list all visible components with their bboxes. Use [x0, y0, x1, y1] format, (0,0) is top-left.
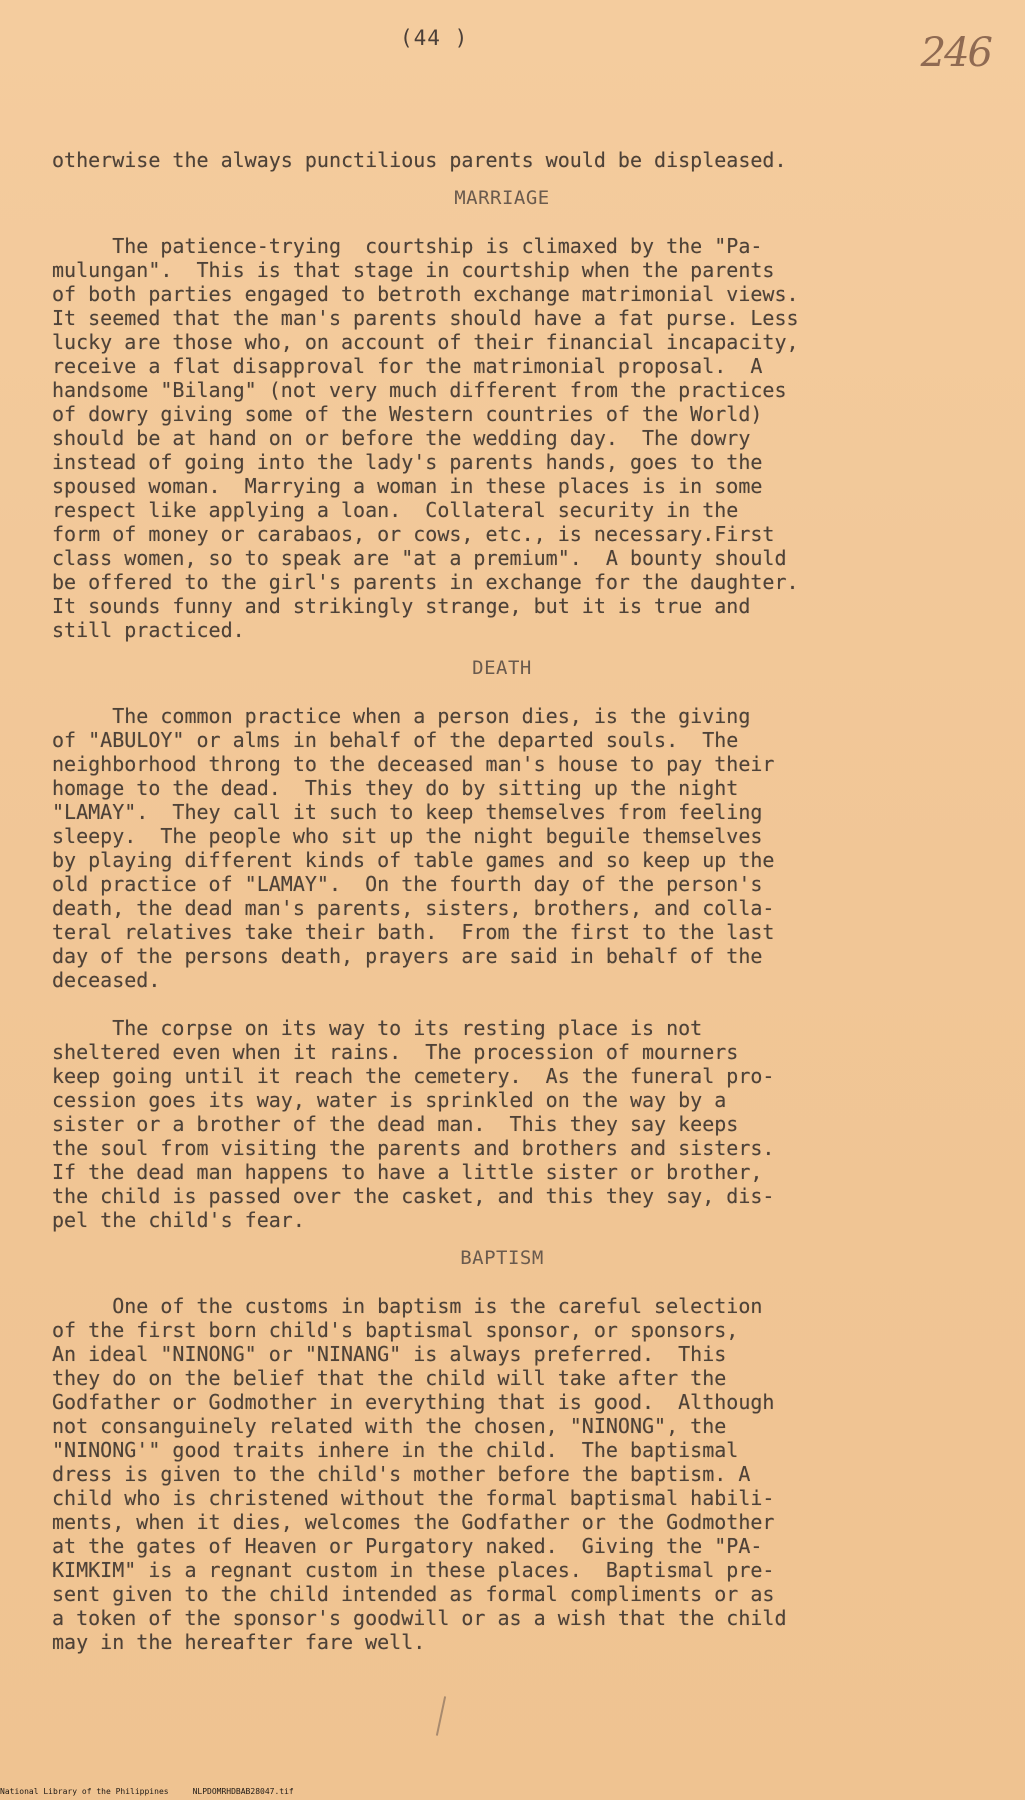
text-line: The patience-trying courtship is climaxed by the "Pa- [52, 234, 763, 258]
section-marriage [52, 186, 952, 642]
text-line: old practice of "LAMAY". On the fourth day of the person's [52, 872, 763, 896]
text-line: An ideal "NINONG" or "NINANG" is always preferred. This [52, 1342, 727, 1366]
text-line: lucky are those who, on account of their financial incapacity, [52, 330, 799, 354]
text-line: cession goes its way, water is sprinkled on the way by a [52, 1088, 727, 1112]
text-line: homage to the dead. This they do by sitting up the night [52, 776, 739, 800]
text-line: instead of going into the lady's parents hands, goes to the [52, 450, 763, 474]
text-line: Godfather or Godmother in everything that is good. Although [52, 1390, 775, 1414]
text-line: teral relatives take their bath. From the first to the last [52, 920, 775, 944]
paragraph [52, 234, 952, 642]
section-death [52, 656, 952, 1232]
text-line: at the gates of Heaven or Purgatory naked. Giving the "PA- [52, 1534, 763, 1558]
text-line: of dowry giving some of the Western countries of the World) [52, 402, 763, 426]
opening-line: otherwise the always punctilious parents would be displeased. [52, 148, 787, 172]
text-line: not consanguinely related with the chosen, "NINONG", the [52, 1414, 727, 1438]
text-line: sheltered even when it rains. The procession of mourners [52, 1040, 739, 1064]
section-heading: BAPTISM [460, 1247, 544, 1269]
section-heading: DEATH [472, 657, 532, 679]
text-line: handsome "Bilang" (not very much different from the practices [52, 378, 787, 402]
text-line: still practiced. [52, 618, 245, 642]
text-line: dress is given to the child's mother before the baptism. A [52, 1462, 751, 1486]
document-body [52, 148, 952, 1654]
text-line: pel the child's fear. [52, 1208, 305, 1232]
text-line: "NINONG'" good traits inhere in the child. The baptismal [52, 1438, 739, 1462]
text-line: the child is passed over the casket, and this they say, dis- [52, 1184, 775, 1208]
text-line: "LAMAY". They call it such to keep themselves from feeling [52, 800, 763, 824]
text-line: If the dead man happens to have a little sister or brother, [52, 1160, 763, 1184]
text-line: should be at hand on or before the wedding day. The dowry [52, 426, 751, 450]
text-line: of "ABULOY" or alms in behalf of the departed souls. The [52, 728, 739, 752]
text-line: the soul from visiting the parents and brothers and sisters. [52, 1136, 775, 1160]
text-line: It sounds funny and strikingly strange, but it is true and [52, 594, 751, 618]
text-line: keep going until it reach the cemetery. As the funeral pro- [52, 1064, 775, 1088]
text-line: respect like applying a loan. Collateral security in the [52, 498, 739, 522]
section-baptism [52, 1246, 952, 1654]
text-line: One of the customs in baptism is the careful selection [52, 1294, 763, 1318]
scan-footer [0, 1787, 318, 1796]
paragraph [52, 704, 952, 992]
text-line: spoused woman. Marrying a woman in these places is in some [52, 474, 763, 498]
text-line: ments, when it dies, welcomes the Godfather or the Godmother [52, 1510, 775, 1534]
text-line: by playing different kinds of table games and so keep up the [52, 848, 775, 872]
text-line: neighborhood throng to the deceased man's house to pay their [52, 752, 775, 776]
section-heading: MARRIAGE [454, 187, 550, 209]
page-number [400, 26, 468, 50]
text-line: class women, so to speak are "at a premium". A bounty should [52, 546, 787, 570]
text-line: a token of the sponsor's goodwill or as a wish that the child [52, 1606, 787, 1630]
text-line: deceased. [52, 968, 161, 992]
footer-institution: National Library of the Philippines [0, 1787, 169, 1796]
pen-mark [436, 1696, 446, 1736]
text-line: of both parties engaged to betroth exchange matrimonial views. [52, 282, 799, 306]
text-line: of the first born child's baptismal sponsor, or sponsors, [52, 1318, 739, 1342]
text-line: KIMKIM" is a regnant custom in these places. Baptismal pre- [52, 1558, 775, 1582]
text-line: may in the hereafter fare well. [52, 1630, 426, 1654]
paragraph [52, 1016, 952, 1232]
text-line: It seemed that the man's parents should have a fat purse. Less [52, 306, 799, 330]
text-line: child who is christened without the formal baptismal habili- [52, 1486, 775, 1510]
text-line: sent given to the child intended as formal compliments or as [52, 1582, 775, 1606]
text-line: sister or a brother of the dead man. This they say keeps [52, 1112, 739, 1136]
text-line: receive a flat disapproval for the matrimonial proposal. A [52, 354, 763, 378]
page-number-text: (44 ) [400, 26, 469, 50]
text-line: be offered to the girl's parents in exchange for the daughter. [52, 570, 799, 594]
footer-file-id: NLPDOMRHDBAB28047.tif [192, 1787, 294, 1796]
text-line: The corpse on its way to its resting place is not [52, 1016, 703, 1040]
text-line: sleepy. The people who sit up the night beguile themselves [52, 824, 763, 848]
text-line: mulungan". This is that stage in courtship when the parents [52, 258, 775, 282]
text-line: day of the persons death, prayers are said in behalf of the [52, 944, 763, 968]
text-line: The common practice when a person dies, is the giving [52, 704, 751, 728]
text-line: form of money or carabaos, or cows, etc., is necessary.First [52, 522, 775, 546]
paragraph-spacer [52, 992, 952, 1016]
paragraph [52, 1294, 952, 1654]
handwritten-folio-number: 246 [920, 30, 991, 76]
text-line: they do on the belief that the child will take after the [52, 1366, 727, 1390]
text-line: death, the dead man's parents, sisters, brothers, and colla- [52, 896, 775, 920]
